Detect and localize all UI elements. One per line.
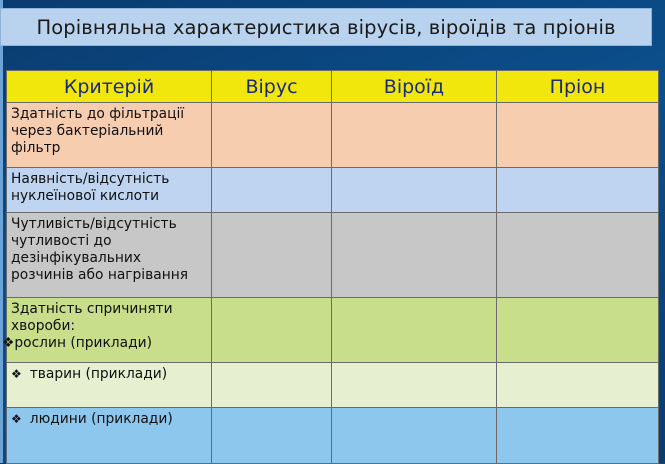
criterion-cell — [2, 298, 212, 363]
header-virus: Вірус — [212, 71, 332, 103]
header-criterion: Критерій — [7, 71, 212, 103]
prion-cell[interactable] — [497, 408, 659, 464]
bullet-icon: ❖ — [11, 367, 22, 381]
criterion-cell: Наявність/відсутність нуклеїнової кислоти — [7, 168, 212, 213]
table-row — [7, 408, 659, 464]
criterion-cell — [7, 363, 212, 408]
table-row — [7, 213, 659, 298]
page-title: Порівняльна характеристика вірусів, віроїдів та пріонів — [36, 15, 616, 39]
criterion-subitem-label: рослин (приклади) — [14, 335, 152, 351]
bullet-icon: ❖ — [11, 412, 22, 426]
criterion-text: людини (приклади) — [29, 411, 173, 427]
viroid-cell[interactable] — [332, 408, 497, 464]
virus-cell[interactable] — [212, 298, 332, 363]
criterion-cell — [7, 408, 212, 464]
header-viroid: Віроїд — [332, 71, 497, 103]
prion-cell[interactable] — [497, 363, 659, 408]
viroid-cell[interactable] — [332, 168, 497, 213]
virus-cell[interactable] — [212, 213, 332, 298]
prion-cell[interactable] — [497, 103, 659, 168]
table-row — [7, 363, 659, 408]
viroid-cell[interactable] — [332, 103, 497, 168]
criterion-cell: Здатність до фільтрації через бактеріальний фільтр — [7, 103, 212, 168]
criterion-subitem — [2, 335, 207, 352]
title-banner — [0, 8, 652, 46]
virus-cell[interactable] — [212, 103, 332, 168]
table-header-row — [7, 71, 659, 103]
virus-cell[interactable] — [212, 363, 332, 408]
criterion-text: Здатність спричиняти хвороби: — [11, 301, 173, 334]
comparison-table — [2, 70, 659, 464]
left-edge-strip — [0, 0, 3, 463]
virus-cell[interactable] — [212, 408, 332, 464]
bullet-icon: ❖ — [2, 335, 15, 351]
comparison-table-container — [2, 70, 658, 463]
table-row — [7, 168, 659, 213]
criterion-cell: Чутливість/відсутність чутливості до дезінфікувальних розчинів або нагрівання — [7, 213, 212, 298]
criterion-text: тварин (приклади) — [29, 366, 168, 382]
viroid-cell[interactable] — [332, 213, 497, 298]
virus-cell[interactable] — [212, 168, 332, 213]
prion-cell[interactable] — [497, 168, 659, 213]
header-prion: Пріон — [497, 71, 659, 103]
table-row — [7, 103, 659, 168]
viroid-cell[interactable] — [332, 363, 497, 408]
table-row — [7, 298, 659, 363]
viroid-cell[interactable] — [332, 298, 497, 363]
prion-cell[interactable] — [497, 213, 659, 298]
prion-cell[interactable] — [497, 298, 659, 363]
